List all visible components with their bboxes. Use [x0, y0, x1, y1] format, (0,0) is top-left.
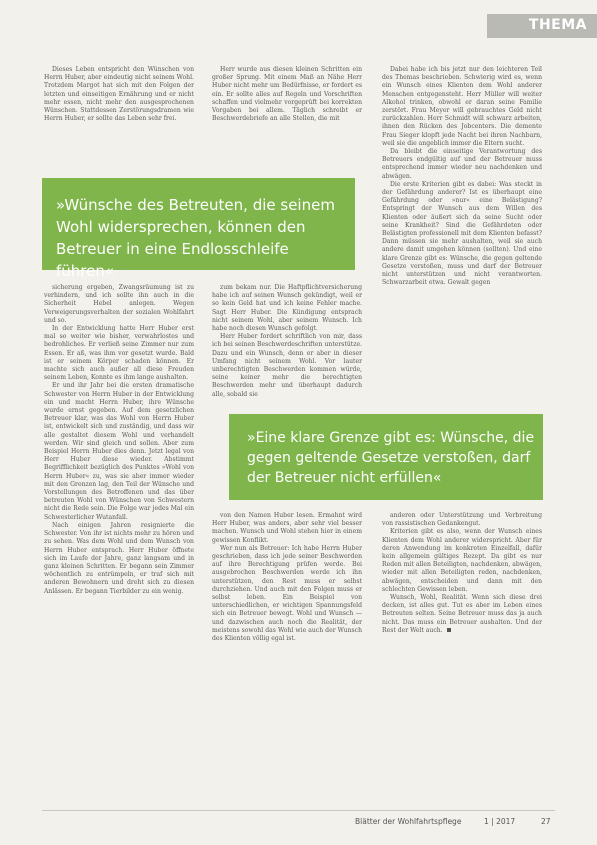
paragraph: anderen oder Unterstützung und Verbreitung von rassistischen Gedankengut. — [382, 512, 542, 528]
paragraph: Er und ihr Jahr bei die ersten dramatische Schwester von Herrn Huber in der Entwicklung ein und macht Herrn Huber, ihre Wünsche wurde ernst gegeben. Auf dem gesetzlichen Betreuer klar, was das Wohl von Herrn Huber ist, entwickelt sich und zuständig, und dass wir alle gestaltet diesem Wohl und verhandelt werden. Wir sind gleich und sollen. Aber zum Beispiel Herrn Huber dies denn. Jetzt legal von Herr Huber diese wieder. Abstimmt Begrifflichkeit bezüglich des Punktes »Wohl von Herrn Huber« zu, was sie aber immer wieder mit den Grenzen lag, den Teil der Wünsche und Vorstellungen des Betroffenen und das über betreuten Wohl von Wünschen von Schwestern nicht die Rede sein. Die Folge war jedes Mal ein Schwesterlicher Wutanfall. — [44, 382, 194, 521]
text-column-2-middle — [212, 284, 362, 408]
journal-title: Blätter der Wohlfahrtspflege — [355, 817, 462, 826]
paragraph: Da bleibt die einseitige Verantwortung des Betreuers endgültig auf und der Betreuer muss entsprechend immer wieder neu nachdenken und abwägen. — [382, 148, 542, 180]
paragraph: Dabei habe ich bis jetzt nur den leichteren Teil des Themas beschrieben. Schwierig wird es, wenn ein Wunsch eines Klienten dem Wohl anderer Menschen entgegensteht. Herr Müller will weiter Alkohol trinken, obwohl er daran seine Familie zerstört. Frau Meyer will gebrauchtes Geld nicht zurückzahlen. Herr Schmidt will schwarz arbeiten, ihnen den Rücken des Jobcenters. Die demente Frau Sieger klopft jede Nacht bei ihren Nachbarn, weil sie die angeblich immer die Eltern sucht. — [382, 66, 542, 147]
pull-quote-2 — [229, 414, 543, 500]
paragraph: Wer nun als Betreuer: Ich habe Herrn Huber geschrieben, dass ich jede seiner Beschwerden auf ihre Berechtigung prüfen werde. Bei ausgebrochen Beschwerden werde ich ihn unterstützen, den Rest muss er selbst durchziehen. Und auch mit den Folgen muss er selbst leben. Ein Beispiel von unterschiedlichen, er wichtigen Spannungsfeld sich ein Betreuer bewegt. Wohl und Wunsch — und dazwischen auch noch die Realität, der meistens sowohl das Wohl wie auch der Wunsch des Klienten völlig egal ist. — [212, 544, 362, 643]
issue-number: 1 | 2017 — [484, 817, 516, 826]
paragraph: Dieses Leben entspricht den Wünschen von Herrn Huber, aber eindeutig nicht seinem Wohl. Trotzdem Margot hat sich mit den Folgen der letzten und einseitigen Ernährung und er nicht mehr essen, nicht mehr den ausgesprochenen Wünschen. Stattdessen Zerstörungsdramen wie Herrn Huber, er sollte das Leben sehr frei. — [44, 66, 194, 123]
text-column-1-main — [44, 284, 194, 790]
paragraph: Herr Huber fordert schriftlich von mir, dass ich bei seinen Beschwerdeschriften unterstütze. Dazu und ein Wunsch, denn er aber in dieser Umfang nicht seinem Wohl. Vor lauter unberechtigten Beschwerden kommen würde, seine keiner mehr die berechtigten Beschwerden mehr und überhaupt dadurch alle, sobald sie — [212, 333, 362, 398]
paragraph: Kriterien gibt es also, wenn der Wunsch eines Klienten dem Wohl anderer widerspricht. Aber für deren Anwendung im konkreten Einzelfall, dafür kein allgemein gültiges Rezept. Da gibt es nur Reden mit allen Beteiligten, nachdenken, abwägen, wieder mit allen Beteiligten reden, nachdenken, abwägen, entscheiden und dann mit den schlechten Gewissen leben. — [382, 528, 542, 593]
paragraph: Die erste Kriterien gibt es dabei: Was steckt in der Gefährdung anderer? Ist es überhaupt eine Gefährdung oder »nur« eine Belästigung? Entspringt der Wunsch aus dem Willen des Klienten oder äußert sich da seine Sucht oder seine Krankheit? Sind die Gefährdeten oder Belästigten professionell mit dem Klienten befasst? Dann müssen sie mehr aushalten, weil sie auch andere damit umgehen können (sollten). Und eine klare Grenze gibt es: Wünsche, die gegen geltende Gesetze verstoßen, muss und darf der Betreuer nicht unterstützen und nicht verantworten. Schwarzarbeit etwa. Gewalt gegen — [382, 180, 542, 287]
section-tab — [487, 14, 597, 38]
pull-quote-2-text: »Eine klare Grenze gibt es: Wünsche, die gegen geltende Gesetze verstoßen, darf der Betreuer nicht erfüllen« — [247, 430, 535, 486]
paragraph: Herr wurde aus diesen kleinen Schritten ein großer Sprung. Mit einem Maß an Nähe Herr Huber nicht mehr um Bedürfnisse, er fordert es ein. Er sollte alles auf Regeln und Vorschriften schaffen und vielmehr vorgeprüft bei korrekten Vorgaben bei allem. Täglich schreibt er Beschwerdebriefe an alle Stellen, die mit — [212, 66, 362, 123]
paragraph: zum bekam nur. Die Haftpflichtversicherung habe ich auf seinen Wunsch gekündigt, weil er so kein Geld hat und ich keine Fehler mache. Sagt Herr Huber. Die Kündigung entsprach nicht seinem Wohl, aber seinem Wunsch. Ich habe noch diesen Wunsch gefolgt. — [212, 284, 362, 333]
text-column-1-top — [44, 66, 194, 168]
footer-divider — [42, 810, 555, 811]
paragraph: von den Namen Huber lesen. Ermahnt wird Herr Huber, was anders, aber sehr viel besser machen. Wunsch und Wohl stehen hier in einem gewissen Konflikt. — [212, 512, 362, 544]
text-column-2-top — [212, 66, 362, 168]
text-column-2-bottom — [212, 512, 362, 794]
text-column-3-top — [382, 66, 542, 406]
paragraph: Wunsch, Wohl, Realität. Wenn sich diese drei decken, ist alles gut. Tut es aber im Leben eines Betreuten selten. Seine Betreuer muss das ja auch nicht. Das muss ein Betreuer aushalten. Und der Rest der Welt auch. — [382, 594, 542, 634]
paragraph: sicherung ergeben, Zwangsräumung ist zu verhindern, und ich sollte ihn auch in die Sicherheit Hebel anlegen. Wegen Verweigerungsverhalten der sozialen Wohlfahrt und so. — [44, 284, 194, 324]
paragraph: Nach einigen Jahren resignierte die Schwester. Von ihr ist nichts mehr zu hören und zu sehen. Was dem Wohl und dem Wunsch von Herrn Huber entsprach. Herr Huber öffnete sich im Laufe der Jahre, ganz langsam und in ganz kleinen Schritten. Er begann sein Zimmer wöchentlich zu entrümpeln, er traf sich mit anderen Bewohnern und dreht sich zu diesen Anlässen. Er begann Tierbilder zu ein wenig. — [44, 521, 194, 595]
page-number: 27 — [541, 817, 551, 826]
text-column-3-bottom — [382, 512, 542, 794]
pull-quote-1-text: »Wünsche des Betreuten, die seinem Wohl widersprechen, können den Betreuer in eine Endlosschleife führen« — [56, 196, 335, 280]
section-label: THEMA — [528, 17, 587, 33]
pull-quote-1 — [42, 178, 355, 280]
paragraph: In der Entwicklung hatte Herr Huber erst mal so weiter wie bisher, verwahrlostes und bedrohliches. Er verließ seine Zimmer nur zum Essen. Er aß, was ihm vor gesetzt wurde. Bald ist er seinem Körper schaden können. Er machte sich auch außer all diese Freuden seinem Leben, Konnte es ihm lange aushalten. — [44, 325, 194, 382]
end-of-article-mark — [447, 628, 451, 632]
